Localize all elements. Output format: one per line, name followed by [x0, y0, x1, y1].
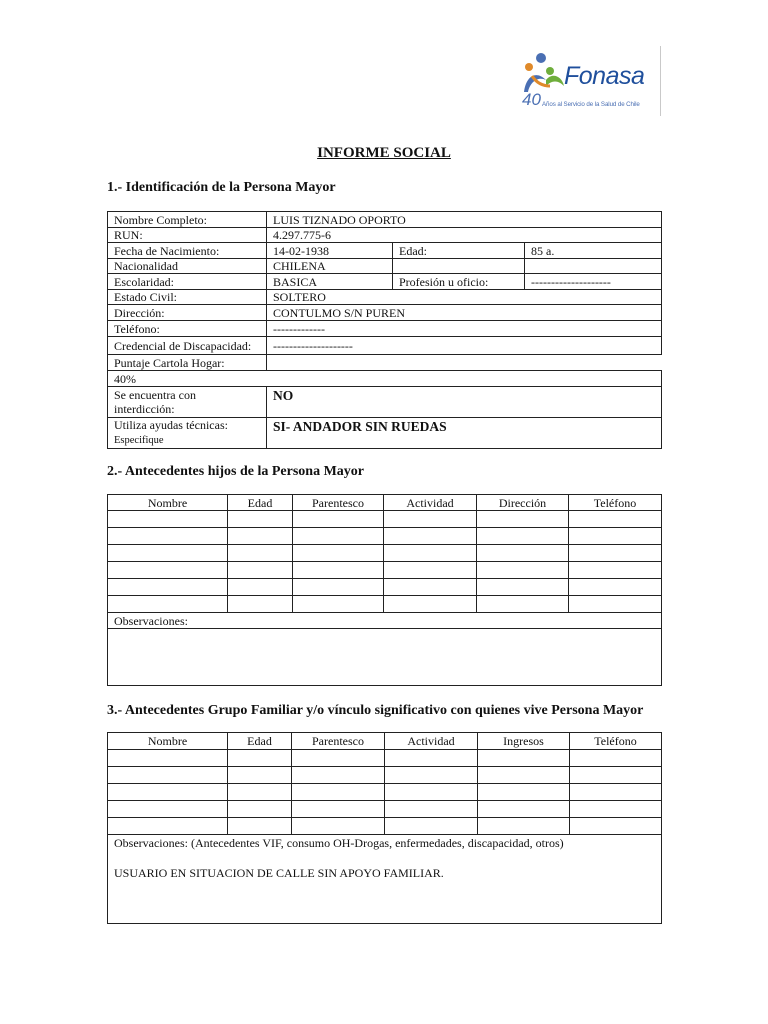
interdiccion-label-line2: interdicción: — [114, 402, 175, 416]
empty-cell — [477, 528, 569, 545]
empty-cell — [384, 545, 477, 562]
empty-cell — [478, 767, 570, 784]
table-row — [108, 767, 662, 784]
empty-cell — [228, 750, 292, 767]
table-header-row — [108, 495, 662, 511]
credencial-label: Credencial de Discapacidad: — [108, 337, 267, 355]
table-row — [108, 818, 662, 835]
table-row — [108, 243, 662, 259]
observaciones-box — [108, 629, 662, 686]
empty-cell — [228, 767, 292, 784]
table-row — [108, 596, 662, 613]
table-row — [108, 337, 662, 355]
empty-cell — [570, 750, 662, 767]
col-nombre: Nombre — [108, 495, 228, 511]
empty-cell — [228, 562, 293, 579]
col-parentesco: Parentesco — [293, 495, 384, 511]
logo-anniversary-number: 40 — [522, 90, 541, 109]
col-parentesco: Parentesco — [292, 733, 385, 750]
puntaje-value: 40% — [108, 371, 662, 387]
fecha-label: Fecha de Nacimiento: — [108, 243, 267, 259]
empty-cell — [569, 511, 662, 528]
section1-heading: 1.- Identificación de la Persona Mayor — [107, 180, 336, 195]
puntaje-label: Puntaje Cartola Hogar: — [108, 355, 267, 371]
col-edad: Edad — [228, 495, 293, 511]
empty-cell — [569, 579, 662, 596]
profesion-value: -------------------- — [525, 274, 662, 290]
family-table — [107, 732, 662, 924]
table-row — [108, 305, 662, 321]
observaciones-text: USUARIO EN SITUACION DE CALLE SIN APOYO FAMILIAR. — [114, 866, 444, 880]
empty-cell — [384, 579, 477, 596]
table-row — [108, 259, 662, 274]
logo-brand: Fonasa — [564, 62, 645, 90]
empty-cell — [293, 545, 384, 562]
empty-cell — [108, 579, 228, 596]
logo-divider — [660, 46, 661, 116]
table-row — [108, 562, 662, 579]
empty-cell — [477, 545, 569, 562]
empty-cell — [384, 511, 477, 528]
run-label: RUN: — [108, 228, 267, 243]
empty-cell — [385, 767, 478, 784]
empty-cell — [108, 545, 228, 562]
profesion-label: Profesión u oficio: — [393, 274, 525, 290]
empty-cell — [292, 750, 385, 767]
col-actividad: Actividad — [385, 733, 478, 750]
estado-civil-label: Estado Civil: — [108, 290, 267, 305]
empty-cell — [385, 801, 478, 818]
empty-cell — [108, 562, 228, 579]
empty-cell — [570, 784, 662, 801]
col-direccion: Dirección — [477, 495, 569, 511]
table-header-row — [108, 733, 662, 750]
section3-heading: 3.- Antecedentes Grupo Familiar y/o vínculo significativo con quienes vive Persona Mayor — [107, 703, 644, 718]
nombre-value: LUIS TIZNADO OPORTO — [267, 212, 662, 228]
empty-cell — [108, 511, 228, 528]
empty-cell — [108, 767, 228, 784]
table-row — [108, 212, 662, 228]
empty-cell — [108, 784, 228, 801]
empty-cell — [228, 511, 293, 528]
empty-cell — [385, 784, 478, 801]
table-row — [108, 511, 662, 528]
edad-label: Edad: — [393, 243, 525, 259]
empty-cell — [385, 750, 478, 767]
table-row — [108, 418, 662, 449]
empty-cell — [570, 767, 662, 784]
empty-cell — [228, 528, 293, 545]
empty-cell — [228, 801, 292, 818]
empty-cell — [478, 818, 570, 835]
empty-cell — [570, 801, 662, 818]
empty-cell — [293, 511, 384, 528]
identification-table — [107, 211, 662, 449]
empty-cell — [384, 528, 477, 545]
empty-cell — [108, 801, 228, 818]
empty-cell — [228, 545, 293, 562]
table-row — [108, 321, 662, 337]
col-ingresos: Ingresos — [478, 733, 570, 750]
empty-cell — [228, 579, 293, 596]
col-telefono: Teléfono — [570, 733, 662, 750]
observaciones-label: Observaciones: — [108, 613, 662, 629]
interdiccion-label-line1: Se encuentra con — [114, 388, 196, 402]
table-row — [108, 545, 662, 562]
table-row — [108, 371, 662, 387]
interdiccion-label — [108, 387, 267, 418]
escolaridad-value: BASICA — [267, 274, 393, 290]
empty-cell — [292, 818, 385, 835]
empty-cell — [570, 818, 662, 835]
empty-cell — [108, 750, 228, 767]
nacionalidad-value: CHILENA — [267, 259, 393, 274]
fonasa-logo — [518, 46, 666, 118]
table-row — [108, 579, 662, 596]
empty-cell — [384, 562, 477, 579]
empty-cell — [228, 596, 293, 613]
ayudas-value: SI- ANDADOR SIN RUEDAS — [267, 418, 662, 449]
empty-cell — [292, 784, 385, 801]
empty-cell — [108, 596, 228, 613]
escolaridad-label: Escolaridad: — [108, 274, 267, 290]
empty-cell — [569, 545, 662, 562]
credencial-value: -------------------- — [267, 337, 662, 355]
table-row — [108, 274, 662, 290]
table-row — [108, 355, 662, 371]
empty-cell — [228, 818, 292, 835]
ayudas-label — [108, 418, 267, 449]
observaciones-label: Observaciones: (Antecedentes VIF, consumo OH-Drogas, enfermedades, discapacidad, otros) — [114, 836, 564, 850]
table-row — [108, 290, 662, 305]
col-actividad: Actividad — [384, 495, 477, 511]
document-title: INFORME SOCIAL — [317, 145, 451, 161]
empty-cell — [478, 750, 570, 767]
ayudas-label-line1: Utiliza ayudas técnicas: — [114, 418, 228, 432]
empty-cell — [393, 259, 525, 274]
nombre-label: Nombre Completo: — [108, 212, 267, 228]
table-row — [108, 528, 662, 545]
table-row — [108, 801, 662, 818]
empty-cell — [569, 528, 662, 545]
empty-cell — [385, 818, 478, 835]
col-edad: Edad — [228, 733, 292, 750]
logo-tagline: Años al Servicio de la Salud de Chile — [542, 101, 640, 108]
table-row — [108, 784, 662, 801]
table-row — [108, 613, 662, 629]
direccion-label: Dirección: — [108, 305, 267, 321]
col-telefono: Teléfono — [569, 495, 662, 511]
empty-cell — [477, 511, 569, 528]
nacionalidad-label: Nacionalidad — [108, 259, 267, 274]
empty-cell — [478, 801, 570, 818]
direccion-value: CONTULMO S/N PUREN — [267, 305, 662, 321]
empty-cell — [267, 355, 662, 371]
empty-cell — [293, 579, 384, 596]
empty-cell — [108, 528, 228, 545]
estado-civil-value: SOLTERO — [267, 290, 662, 305]
run-value: 4.297.775-6 — [267, 228, 662, 243]
children-table — [107, 494, 662, 686]
table-row — [108, 387, 662, 418]
empty-cell — [228, 784, 292, 801]
telefono-value: ------------- — [267, 321, 662, 337]
ayudas-label-line2: Especifique — [114, 435, 164, 446]
empty-cell — [477, 579, 569, 596]
observaciones-cell — [108, 835, 662, 924]
section2-heading: 2.- Antecedentes hijos de la Persona Mayor — [107, 464, 365, 479]
table-row — [108, 629, 662, 686]
empty-cell — [569, 562, 662, 579]
empty-cell — [293, 562, 384, 579]
fecha-value: 14-02-1938 — [267, 243, 393, 259]
table-row — [108, 835, 662, 924]
edad-value: 85 a. — [525, 243, 662, 259]
empty-cell — [293, 528, 384, 545]
empty-cell — [292, 767, 385, 784]
empty-cell — [478, 784, 570, 801]
empty-cell — [292, 801, 385, 818]
interdiccion-value: NO — [267, 387, 662, 418]
empty-cell — [293, 596, 384, 613]
empty-cell — [569, 596, 662, 613]
col-nombre: Nombre — [108, 733, 228, 750]
empty-cell — [477, 596, 569, 613]
empty-cell — [108, 818, 228, 835]
empty-cell — [525, 259, 662, 274]
telefono-label: Teléfono: — [108, 321, 267, 337]
empty-cell — [384, 596, 477, 613]
empty-cell — [477, 562, 569, 579]
table-row — [108, 228, 662, 243]
table-row — [108, 750, 662, 767]
